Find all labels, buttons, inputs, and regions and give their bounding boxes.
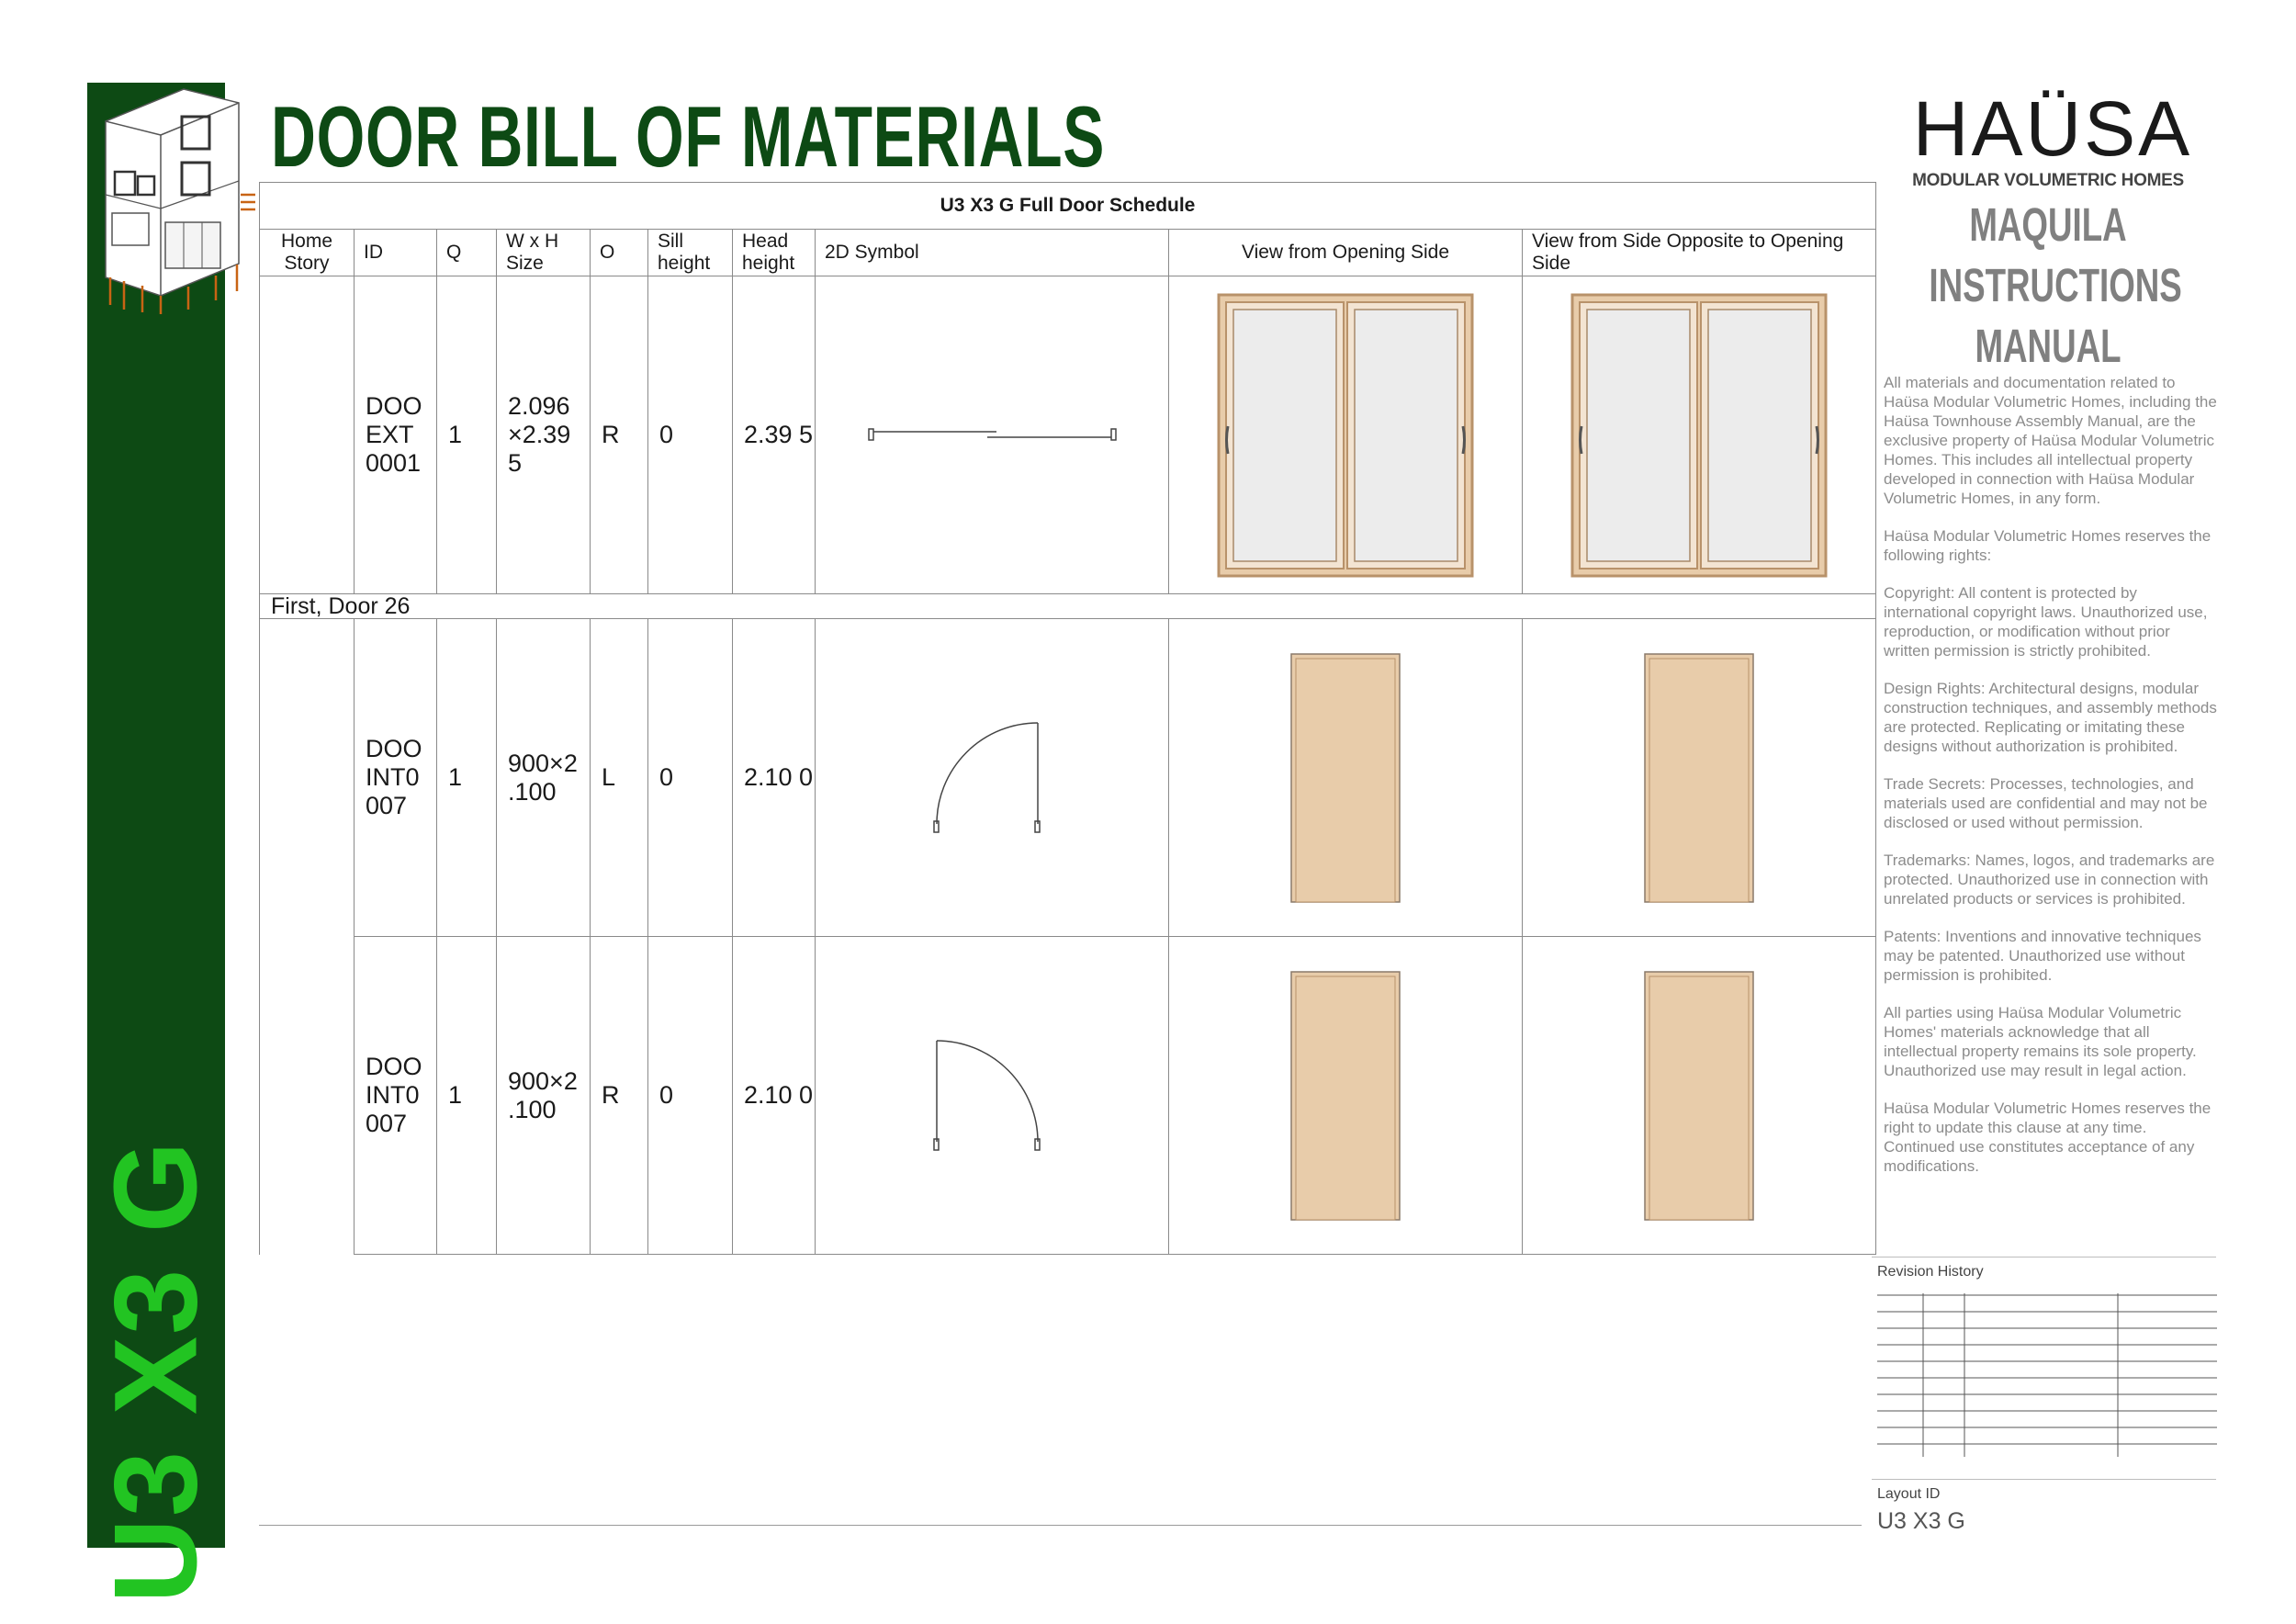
table-caption: U3 X3 G Full Door Schedule xyxy=(260,183,1876,230)
swing-door-elevation xyxy=(1290,653,1401,903)
table-row xyxy=(260,937,1876,1255)
sliding-door-elevation xyxy=(1217,293,1474,578)
legal-paragraph: Haüsa Modular Volumetric Homes reserves the following rights: xyxy=(1884,527,2212,564)
legal-paragraph: All parties using Haüsa Modular Volumetric Homes' materials acknowledge that all intellectual property remains its sole property. Unauthorized use may result in legal action. xyxy=(1884,1004,2197,1079)
cell-q: 1 xyxy=(437,619,497,937)
cell-2d-symbol xyxy=(816,619,1169,937)
cell-id: DOO INT0 007 xyxy=(355,937,437,1255)
cell-home-story xyxy=(260,276,355,594)
brand-logo: HAÜSA xyxy=(1912,85,2193,172)
table-row xyxy=(260,619,1876,937)
bottom-divider xyxy=(259,1525,1862,1526)
table-row xyxy=(260,276,1876,594)
cell-q: 1 xyxy=(437,276,497,594)
legal-paragraph: Patents: Inventions and innovative techniques may be patented. Unauthorized use without permission is prohibited. xyxy=(1884,928,2201,984)
building-illustration xyxy=(101,85,257,314)
legal-paragraph: Haüsa Modular Volumetric Homes reserves the right to update this clause at any time. Continued use constitutes acceptance of any modifications. xyxy=(1884,1100,2212,1175)
sliding-door-symbol xyxy=(863,417,1120,454)
cell-2d-symbol xyxy=(816,276,1169,594)
band-title xyxy=(87,1139,225,1603)
cell-id: DOO EXT 0001 xyxy=(355,276,437,594)
page-title: DOOR BILL OF MATERIALS xyxy=(271,88,1106,185)
cell-id: DOO INT0 007 xyxy=(355,619,437,937)
cell-head: 2.10 0 xyxy=(733,937,816,1255)
header-sill: Sill height xyxy=(648,230,733,276)
group-label: First, Door 26 xyxy=(260,594,1876,619)
cell-sill: 0 xyxy=(648,276,733,594)
cell-view-opening xyxy=(1169,619,1523,937)
legal-paragraph: Trade Secrets: Processes, technologies, and materials used are confidential and may not be disclosed or used without permission. xyxy=(1884,775,2208,831)
swing-door-elevation-opposite xyxy=(1644,653,1754,903)
manual-title xyxy=(1929,195,2182,377)
swing-door-elevation xyxy=(1290,971,1401,1221)
manual-line: MANUAL xyxy=(1975,320,2122,372)
layout-id-value: U3 X3 G xyxy=(1877,1508,1965,1534)
header-symbol: 2D Symbol xyxy=(816,230,1169,276)
door-schedule-table xyxy=(259,182,1876,1255)
header-size: W x H Size xyxy=(497,230,591,276)
legal-paragraph: Design Rights: Architectural designs, modular construction techniques, and assembly methods are protected. Replicating or imitating these designs without authorization is prohibited. xyxy=(1884,680,2217,755)
manual-line: MAQUILA xyxy=(1969,198,2127,251)
layout-id-label: Layout ID xyxy=(1877,1486,1941,1502)
header-view-opposite: View from Side Opposite to Opening Side xyxy=(1523,230,1876,276)
cell-size: 900×2 .100 xyxy=(497,619,591,937)
sliding-door-elevation-opposite xyxy=(1570,293,1828,578)
cell-head: 2.39 5 xyxy=(733,276,816,594)
header-head: Head height xyxy=(733,230,816,276)
band-title-text: U3 X3 G xyxy=(90,1139,222,1603)
manual-line: INSTRUCTIONS xyxy=(1929,259,2182,311)
revision-history-label: Revision History xyxy=(1877,1264,1984,1280)
cell-view-opposite xyxy=(1523,937,1876,1255)
cell-size: 2.096 ×2.39 5 xyxy=(497,276,591,594)
cell-view-opening xyxy=(1169,276,1523,594)
header-o: O xyxy=(591,230,648,276)
cell-q: 1 xyxy=(437,937,497,1255)
brand-subtitle: MODULAR VOLUMETRIC HOMES xyxy=(1912,171,2184,190)
cell-view-opposite xyxy=(1523,619,1876,937)
table-header-row xyxy=(260,230,1876,276)
legal-paragraph: All materials and documentation related to Haüsa Modular Volumetric Homes, including the Haüsa Townhouse Assembly Manual, are the exclusive property of Haüsa Modular Volumetric Homes. This includes all intellectual property developed in connection with Haüsa Modular Volumetric Homes, in any form. xyxy=(1884,374,2217,507)
cell-o: L xyxy=(591,619,648,937)
cell-view-opposite xyxy=(1523,276,1876,594)
swing-door-left-symbol xyxy=(928,718,1056,838)
cell-size: 900×2 .100 xyxy=(497,937,591,1255)
cell-sill: 0 xyxy=(648,937,733,1255)
layout-divider xyxy=(1872,1479,2216,1480)
header-id: ID xyxy=(355,230,437,276)
cell-o: R xyxy=(591,276,648,594)
header-q: Q xyxy=(437,230,497,276)
cell-sill: 0 xyxy=(648,619,733,937)
cell-view-opening xyxy=(1169,937,1523,1255)
legal-paragraph: Copyright: All content is protected by international copyright laws. Unauthorized use, reproduction, or modification without prior written permission is strictly prohibited. xyxy=(1884,584,2208,660)
revision-history-grid xyxy=(1877,1293,2217,1457)
group-row xyxy=(260,594,1876,619)
swing-door-right-symbol xyxy=(928,1036,1056,1156)
swing-door-elevation-opposite xyxy=(1644,971,1754,1221)
header-home-story: Home Story xyxy=(260,230,355,276)
cell-o: R xyxy=(591,937,648,1255)
legal-notice xyxy=(1884,373,2219,1194)
header-view-opening: View from Opening Side xyxy=(1169,230,1523,276)
cell-2d-symbol xyxy=(816,937,1169,1255)
cell-head: 2.10 0 xyxy=(733,619,816,937)
cell-home-story xyxy=(260,619,355,1255)
legal-paragraph: Trademarks: Names, logos, and trademarks are protected. Unauthorized use in connection with unrelated products or services is prohibited. xyxy=(1884,851,2215,908)
